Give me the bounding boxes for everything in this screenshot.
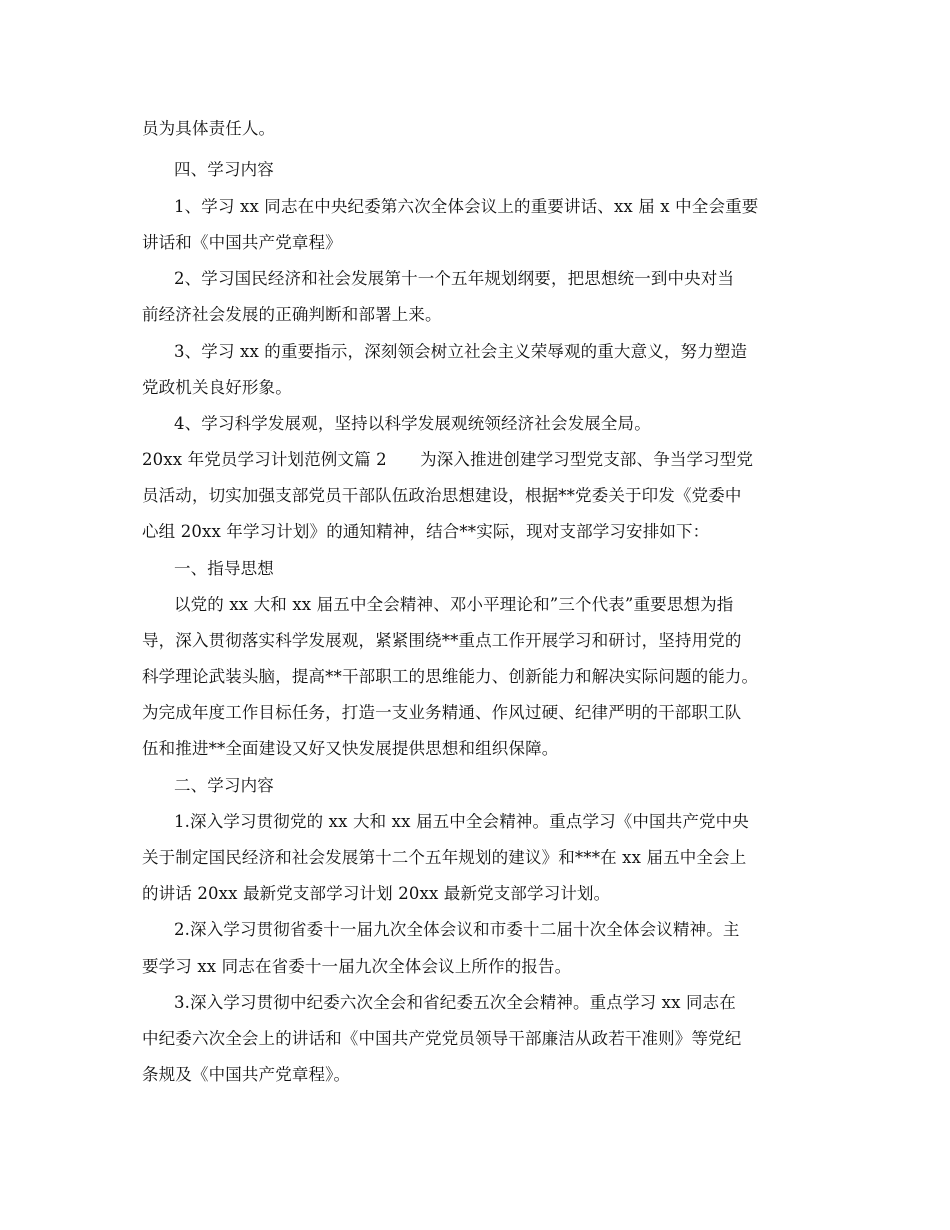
- text-line: 讲话和《中国共产党章程》: [142, 233, 342, 252]
- text-line: 20xx 年党员学习计划范例文篇 2 为深入推进创建学习型党支部、争当学习型党: [142, 450, 754, 469]
- text-line: 1、学习 xx 同志在中央纪委第六次全体会议上的重要讲话、xx 届 x 中全会重要: [174, 197, 759, 216]
- text-line: 员为具体责任人。: [142, 119, 276, 138]
- text-line: 员活动，切实加强支部党员干部队伍政治思想建设，根据**党委关于印发《党委中: [142, 486, 742, 505]
- text-line: 前经济社会发展的正确判断和部署上来。: [142, 305, 442, 324]
- text-line: 心组 20xx 年学习计划》的通知精神，结合**实际，现对支部学习安排如下：: [142, 522, 710, 541]
- section-heading: 一、指导思想: [174, 559, 274, 578]
- section-heading: 四、学习内容: [174, 160, 274, 179]
- text-line: 1.深入学习贯彻党的 xx 大和 xx 届五中全会精神。重点学习《中国共产党中央: [174, 812, 749, 831]
- text-line: 条规及《中国共产党章程》。: [142, 1065, 351, 1084]
- text-line: 导，深入贯彻落实科学发展观，紧紧围绕**重点工作开展学习和研讨，坚持用党的: [142, 631, 742, 650]
- text-line: 3.深入学习贯彻中纪委六次全会和省纪委五次全会精神。重点学习 xx 同志在: [174, 993, 736, 1012]
- text-line: 为完成年度工作目标任务，打造一支业务精通、作风过硬、纪律严明的干部职工队: [142, 703, 742, 722]
- section-heading: 二、学习内容: [174, 776, 274, 795]
- text-line: 科学理论武装头脑，提高**干部职工的思维能力、创新能力和解决实际问题的能力。: [142, 667, 759, 686]
- text-line: 4、学习科学发展观，坚持以科学发展观统领经济社会发展全局。: [174, 414, 651, 433]
- text-line: 2、学习国民经济和社会发展第十一个五年规划纲要，把思想统一到中央对当: [174, 269, 735, 288]
- text-line: 要学习 xx 同志在省委十一届九次全体会议上所作的报告。: [142, 957, 572, 976]
- text-line: 以党的 xx 大和 xx 届五中全会精神、邓小平理论和”三个代表”重要思想为指: [174, 595, 734, 614]
- text-line: 的讲话 20xx 最新党支部学习计划 20xx 最新党支部学习计划。: [142, 884, 611, 903]
- text-line: 伍和推进**全面建设又好又快发展提供思想和组织保障。: [142, 739, 559, 758]
- text-line: 中纪委六次全会上的讲话和《中国共产党党员领导干部廉洁从政若干准则》等党纪: [142, 1029, 742, 1048]
- text-line: 关于制定国民经济和社会发展第十二个五年规划的建议》和***在 xx 届五中全会上: [142, 848, 747, 867]
- text-line: 2.深入学习贯彻省委十一届九次全体会议和市委十二届十次全体会议精神。主: [174, 920, 740, 939]
- text-line: 党政机关良好形象。: [142, 378, 292, 397]
- text-line: 3、学习 xx 的重要指示，深刻领会树立社会主义荣辱观的重大意义，努力塑造: [174, 342, 748, 361]
